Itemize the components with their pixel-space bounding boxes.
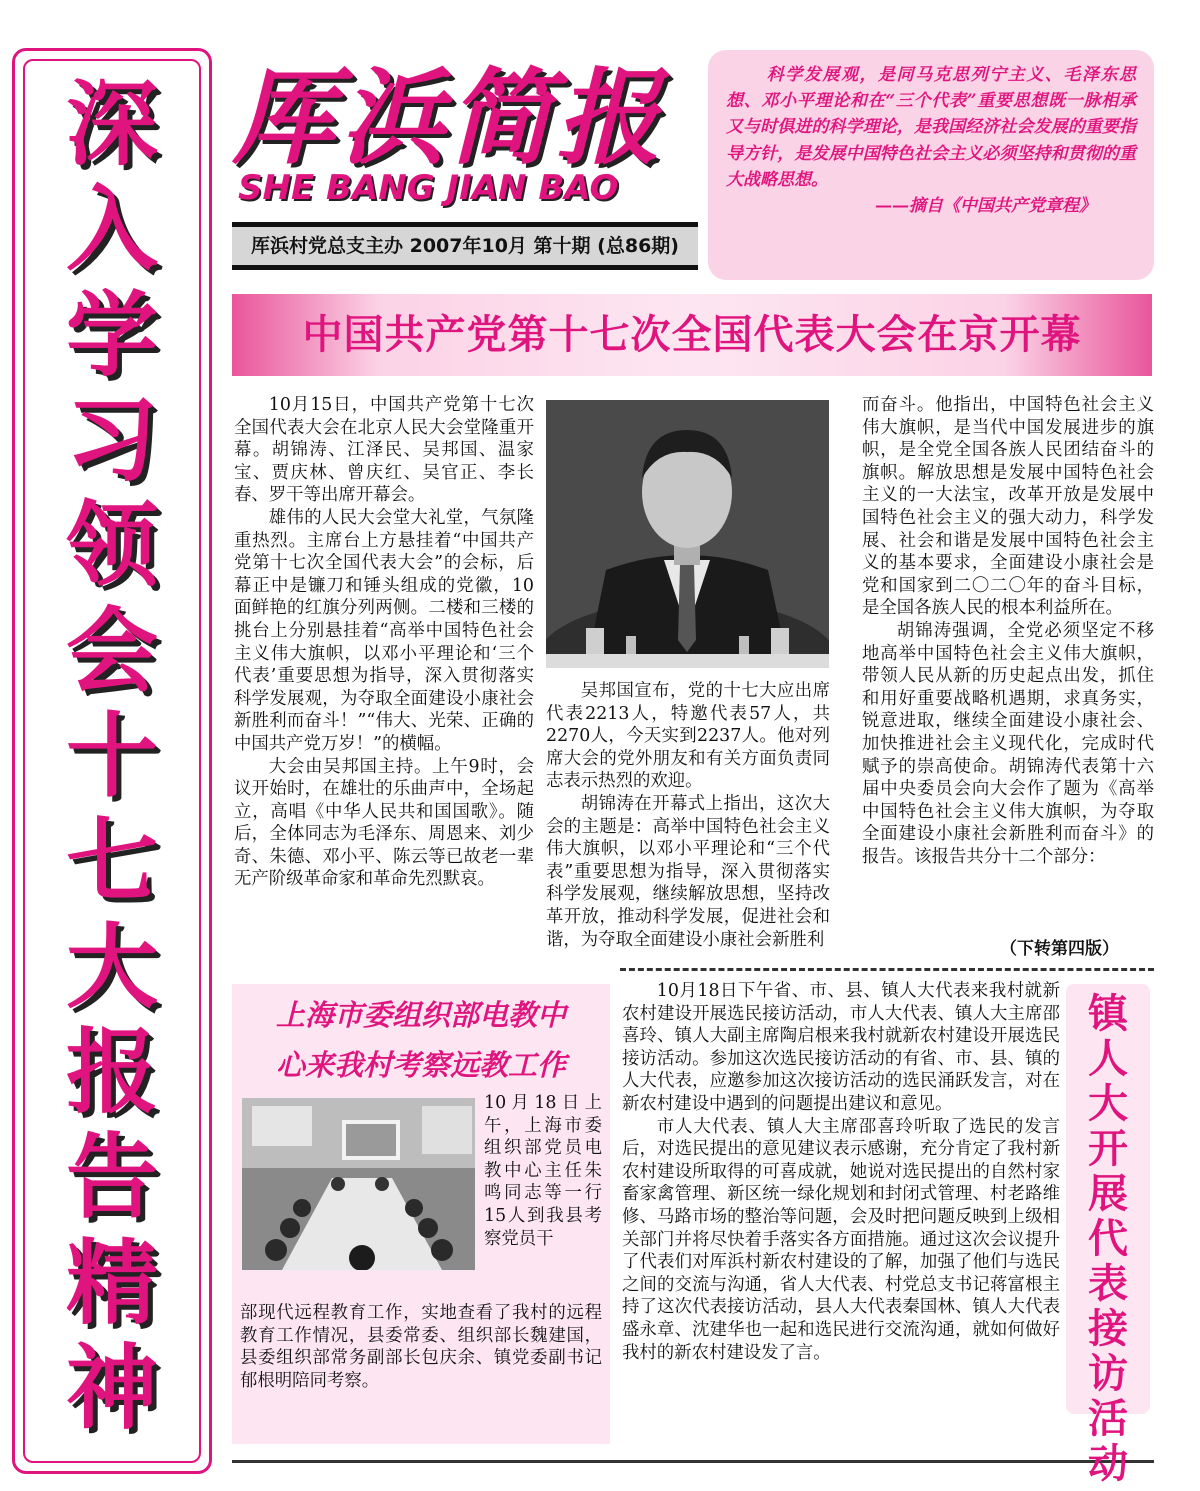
side-banner-char: 领 xyxy=(65,492,158,600)
story3-title-char: 大 xyxy=(1088,1081,1128,1127)
side-banner-char: 会 xyxy=(65,597,158,705)
story3-body xyxy=(622,980,1060,1364)
side-banner-char: 报 xyxy=(65,1018,158,1126)
bottom-rule xyxy=(232,1460,1154,1463)
quote-source: ——摘自《中国共产党章程》 xyxy=(875,196,1096,217)
story3-title-char: 展 xyxy=(1088,1171,1128,1217)
side-banner-char: 学 xyxy=(65,281,158,389)
story3-title-char: 人 xyxy=(1088,1036,1128,1082)
side-banner-char: 七 xyxy=(65,808,158,916)
speaker-photo-illustration xyxy=(546,400,829,668)
story2-paragraph: 10月18日上午，上海市委组织部党员电教中心主任朱鸣同志等一行15人到我县考察党员干 xyxy=(484,1093,602,1249)
side-banner-char: 精 xyxy=(65,1229,158,1337)
lead-paragraph: 大会由吴邦国主持。上午9时，会议开始时，在雄壮的乐曲声中，全场起立，高唱《中华人民共和国国歌》。随后，全体同志为毛泽东、周恩来、刘少奇、朱德、邓小平、陈云等已故老一辈无产阶级革命家和革命先烈默哀。 xyxy=(234,756,534,890)
masthead-title: 厍浜简报 xyxy=(232,57,665,179)
story3-title xyxy=(1066,984,1150,1487)
issue-info-bar: 厍浜村党总支主办 2007年10月 第十期 (总86期) xyxy=(232,222,698,270)
story3-paragraph: 市人大代表、镇人大主席邵喜玲听取了选民的发言后，对选民提出的意见建议表示感谢，充分肯定了我村新农村建设所取得的可喜成就，她说对选民提出的自然村家畜家禽管理、新区统一绿化规划和封闭式管理、村老路维修、马路市场的整治等问题，会及时把问题反映到上级相关部门并将尽快着手落实各方面措施。通过这次会议提升了代表们对厍浜村新农村建设的了解，加强了他们与选民之间的交流与沟通，省人大代表、村党总支书记蒋富根主持了这次代表接访活动，县人大代表秦国林、镇人大代表盛永章、沈建华也一起和选民进行交流沟通，就如何做好我村的新农村建设发了言。 xyxy=(622,1116,1060,1363)
side-banner-char: 十 xyxy=(65,702,158,810)
lead-paragraph: 雄伟的人民大会堂大礼堂，气氛隆重热烈。主席台上方悬挂着“中国共产党第十七次全国代表大会”的会标，后幕正中是镰刀和锤头组成的党徽，10面鲜艳的红旗分列两侧。二楼和三楼的挑台上分别悬挂着“高举中国特色社会主义伟大旗帜，以邓小平理论和‘三个代表’重要思想为指导，深入贯彻落实科学发展观，为夺取全面建设小康社会新胜利而奋斗！”“伟大、光荣、正确的中国共产党万岁！”的横幅。 xyxy=(234,507,534,754)
side-banner-char: 大 xyxy=(65,913,158,1021)
continued-on-page-note: （下转第四版） xyxy=(1000,939,1119,959)
lead-column-2 xyxy=(546,680,830,951)
story2-text-bottom xyxy=(240,1302,602,1392)
story3-paragraph: 10月18日下午省、市、县、镇人大代表来我村就新农村建设开展选民接访活动，市人大代表、镇人大主席邵喜玲、镇人大副主席陶启根来我村就新农村建设开展选民接访活动。参加这次选民接访活动的有省、市、县、镇的人大代表，应邀参加这次接访活动的选民涌跃发言，对在新农村建设中遇到的问题提出建议和意见。 xyxy=(622,981,1060,1114)
lead-paragraph-continued: 而奋斗。他指出，中国特色社会主义伟大旗帜，是当代中国发展进步的旗帜，是全党全国各族人民团结奋斗的旗帜。解放思想是发展中国特色社会主义的一大法宝，改革开放是发展中国特色社会主义的强大动力，科学发展、社会和谐是发展中国特色社会主义的基本要求，全面建设小康社会是党和国家到二〇二〇年的奋斗目标，是全国各族人民的根本利益所在。 xyxy=(862,395,1154,619)
story3-title-char: 访 xyxy=(1088,1351,1128,1397)
story2-title xyxy=(240,990,602,1090)
lead-column-3 xyxy=(862,394,1154,868)
story2-text-right xyxy=(484,1092,602,1250)
story3-title-char: 开 xyxy=(1088,1126,1128,1172)
story3-title-char: 代 xyxy=(1088,1216,1128,1262)
lead-column-1 xyxy=(234,394,534,891)
side-banner-inner xyxy=(23,59,201,1463)
quote-text: 科学发展观，是同马克思列宁主义、毛泽东思想、邓小平理论和在“三个代表”重要思想既一脉相承又与时俱进的科学理论，是我国经济社会发展的重要指导方针，是发展中国特色社会主义必须坚持和贯彻的重大战略思想。 xyxy=(726,65,1136,190)
side-banner-char: 告 xyxy=(65,1124,158,1232)
story3-title-char: 镇 xyxy=(1088,991,1128,1037)
lead-headline: 中国共产党第十七次全国代表大会在京开幕 xyxy=(232,294,1152,376)
lead-paragraph: 胡锦涛强调，全党必须坚定不移地高举中国特色社会主义伟大旗帜，带领人民从新的历史起点出发，抓住和用好重要战略机遇期，求真务实，锐意进取，继续全面建设小康社会、加快推进社会主义现代化，完成时代赋予的崇高使命。胡锦涛代表第十六届中央委员会向大会作了题为《高举中国特色社会主义伟大旗帜，为夺取全面建设小康社会新胜利而奋斗》的报告。该报告共分十二个部分： xyxy=(862,620,1154,867)
meeting-photo-illustration xyxy=(242,1098,475,1270)
speaker-photo xyxy=(546,400,829,668)
side-banner-char: 入 xyxy=(65,176,158,284)
side-banner-char: 神 xyxy=(65,1334,158,1442)
masthead-pinyin: SHE BANG JIAN BAO xyxy=(238,168,619,208)
story2-paragraph: 部现代远程教育工作，实地查看了我村的远程教育工作情况，县委常委、组织部长魏建国，县委组织部常务副部长包庆余、镇党委副书记郁根明陪同考察。 xyxy=(240,1303,602,1391)
story3-title-char: 动 xyxy=(1088,1441,1128,1487)
side-banner-char: 深 xyxy=(65,71,158,178)
story2-title-line: 心来我村考察远教工作 xyxy=(275,1048,566,1082)
quote-box xyxy=(708,50,1154,280)
lead-paragraph: 胡锦涛在开幕式上指出，这次大会的主题是：高举中国特色社会主义伟大旗帜，以邓小平理论和“三个代表”重要思想为指导，深入贯彻落实科学发展观，继续解放思想，坚持改革开放，推动科学发展，促进社会和谐，为夺取全面建设小康社会新胜利 xyxy=(546,793,830,950)
story2-title-line: 上海市委组织部电教中 xyxy=(275,998,566,1032)
story3-title-char: 表 xyxy=(1088,1261,1128,1307)
lead-paragraph: 10月15日，中国共产党第十七次全国代表大会在北京人民大会堂隆重开幕。胡锦涛、江泽民、吴邦国、温家宝、贾庆林、曾庆红、吴官正、李长春、罗干等出席开幕会。 xyxy=(234,395,534,506)
meeting-photo xyxy=(242,1098,475,1270)
side-banner-char: 习 xyxy=(65,386,158,494)
side-banner xyxy=(12,48,212,1474)
story3-title-char: 接 xyxy=(1088,1306,1128,1352)
dashed-divider xyxy=(620,968,1154,971)
lead-paragraph: 吴邦国宣布，党的十七大应出席代表2213人，特邀代表57人，共2270人，今天实到2237人。他对列席大会的党外朋友和有关方面负责同志表示热烈的欢迎。 xyxy=(546,681,830,792)
story3-title-char: 活 xyxy=(1088,1396,1128,1442)
